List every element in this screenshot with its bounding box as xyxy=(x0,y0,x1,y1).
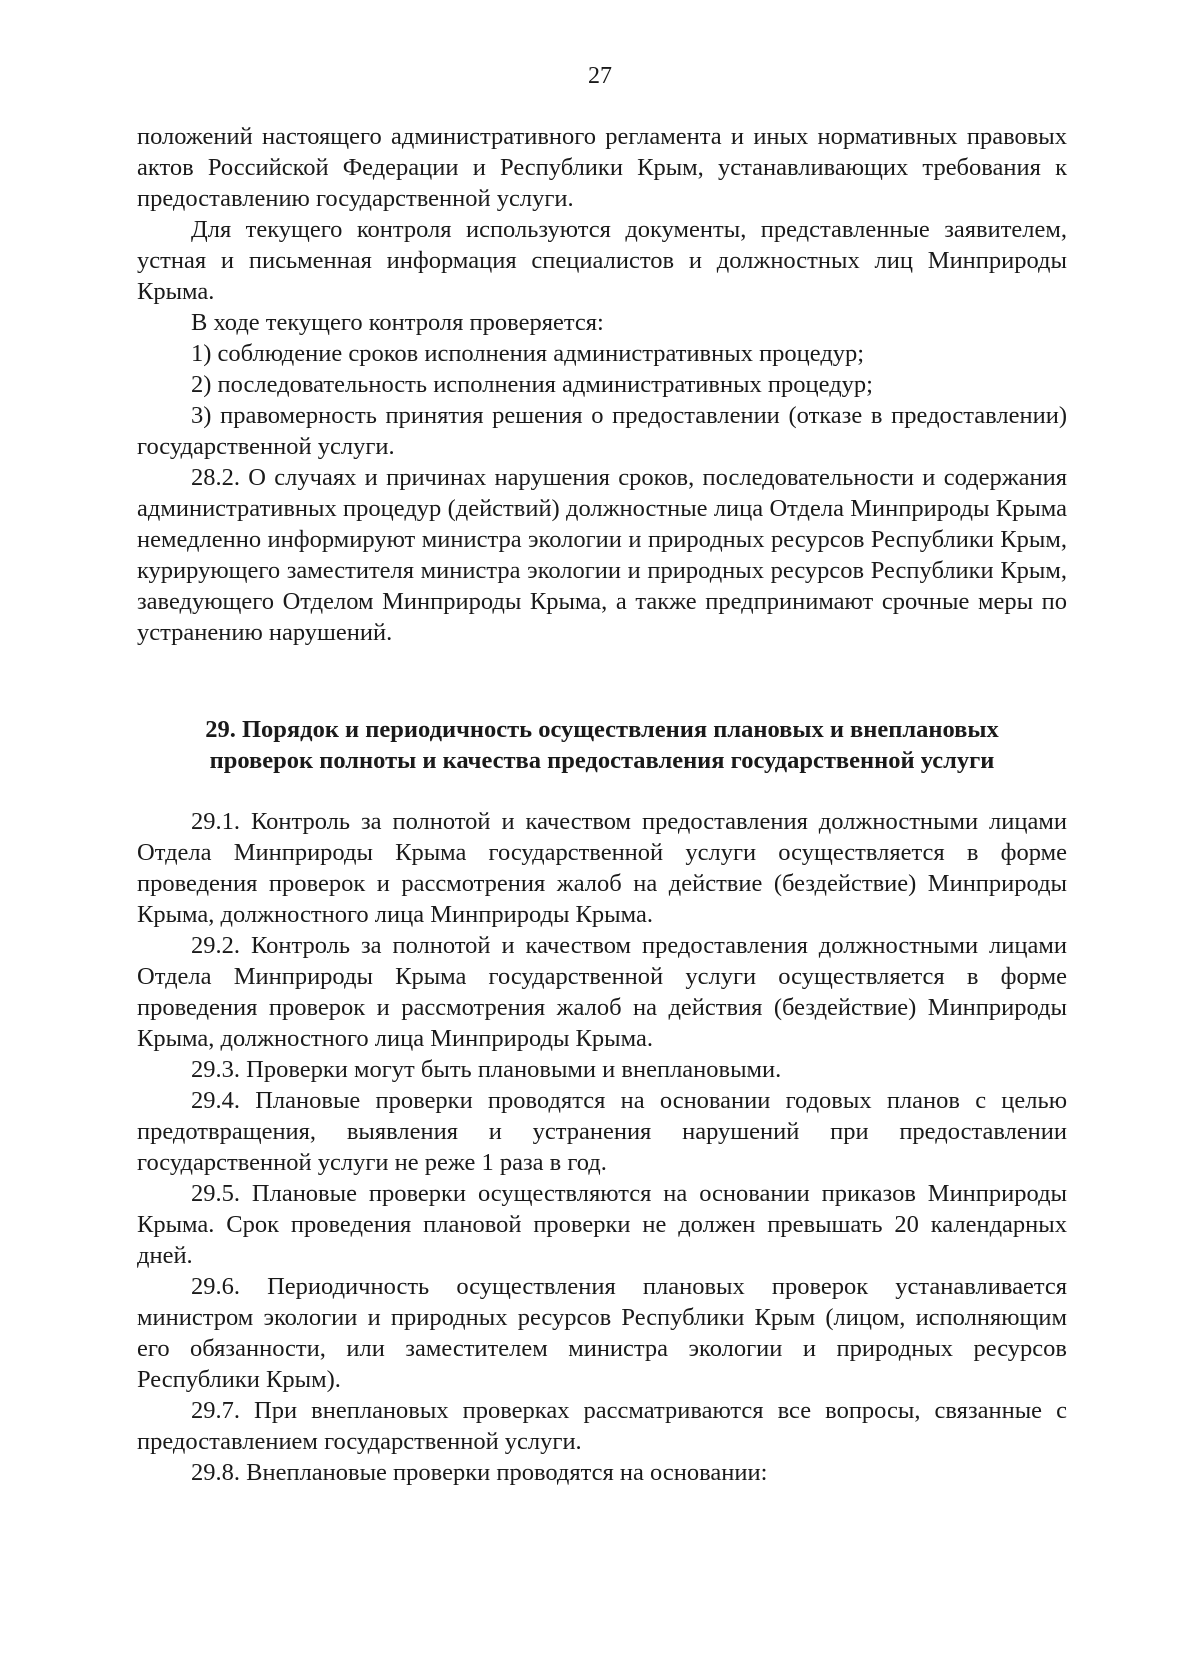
paragraph: 28.2. О случаях и причинах нарушения сроков, последовательности и содержания административных процедур (действий) должностные лица Отдела Минприроды Крыма немедленно информируют министра экологии и природных ресурсов Республики Крым, курирующего заместителя министра экологии и природных ресурсов Республики Крым, заведующего Отделом Минприроды Крыма, а также предпринимают срочные меры по устранению нарушений. xyxy=(137,464,1067,646)
paragraph: 29.6. Периодичность осуществления плановых проверок устанавливается министром экологии и природных ресурсов Республики Крым (лицом, исполняющим его обязанности, или заместителем министра экологии и природных ресурсов Республики Крым). xyxy=(137,1273,1067,1393)
paragraph: Для текущего контроля используются документы, представленные заявителем, устная и письменная информация специалистов и должностных лиц Минприроды Крыма. xyxy=(137,216,1067,305)
paragraph: 29.8. Внеплановые проверки проводятся на основании: xyxy=(191,1459,768,1486)
section-heading xyxy=(137,714,1067,776)
paragraph: 29.4. Плановые проверки проводятся на основании годовых планов с целью предотвращения, выявления и устранения нарушений при предоставлении государственной услуги не реже 1 раза в год. xyxy=(137,1087,1067,1176)
paragraph: 29.2. Контроль за полнотой и качеством предоставления должностными лицами Отдела Минприроды Крыма государственной услуги осуществляется в форме проведения проверок и рассмотрения жалоб на действия (бездействие) Минприроды Крыма, должностного лица Минприроды Крыма. xyxy=(137,932,1067,1052)
paragraph: 29.1. Контроль за полнотой и качеством предоставления должностными лицами Отдела Минприроды Крыма государственной услуги осуществляется в форме проведения проверок и рассмотрения жалоб на действие (бездействие) Минприроды Крыма, должностного лица Минприроды Крыма. xyxy=(137,808,1067,928)
paragraph: 29.3. Проверки могут быть плановыми и внеплановыми. xyxy=(191,1056,782,1083)
section-heading-line: 29. Порядок и периодичность осуществления плановых и внеплановых xyxy=(205,716,999,743)
list-item: 1) соблюдение сроков исполнения административных процедур; xyxy=(191,340,865,367)
paragraph: В ходе текущего контроля проверяется: xyxy=(191,309,604,336)
paragraph: 29.7. При внеплановых проверках рассматриваются все вопросы, связанные с предоставлением государственной услуги. xyxy=(137,1397,1067,1455)
paragraph: 29.5. Плановые проверки осуществляются на основании приказов Минприроды Крыма. Срок проведения плановой проверки не должен превышать 20 календарных дней. xyxy=(137,1180,1067,1269)
paragraph: положений настоящего административного регламента и иных нормативных правовых актов Российской Федерации и Республики Крым, устанавливающих требования к предоставлению государственной услуги. xyxy=(137,123,1067,212)
page-number: 27 xyxy=(588,63,612,89)
section-heading-line: проверок полноты и качества предоставления государственной услуги xyxy=(209,747,995,774)
list-item: 2) последовательность исполнения административных процедур; xyxy=(191,371,873,398)
document-body xyxy=(137,121,1067,1488)
list-item: 3) правомерность принятия решения о предоставлении (отказе в предоставлении) государственной услуги. xyxy=(137,402,1067,460)
